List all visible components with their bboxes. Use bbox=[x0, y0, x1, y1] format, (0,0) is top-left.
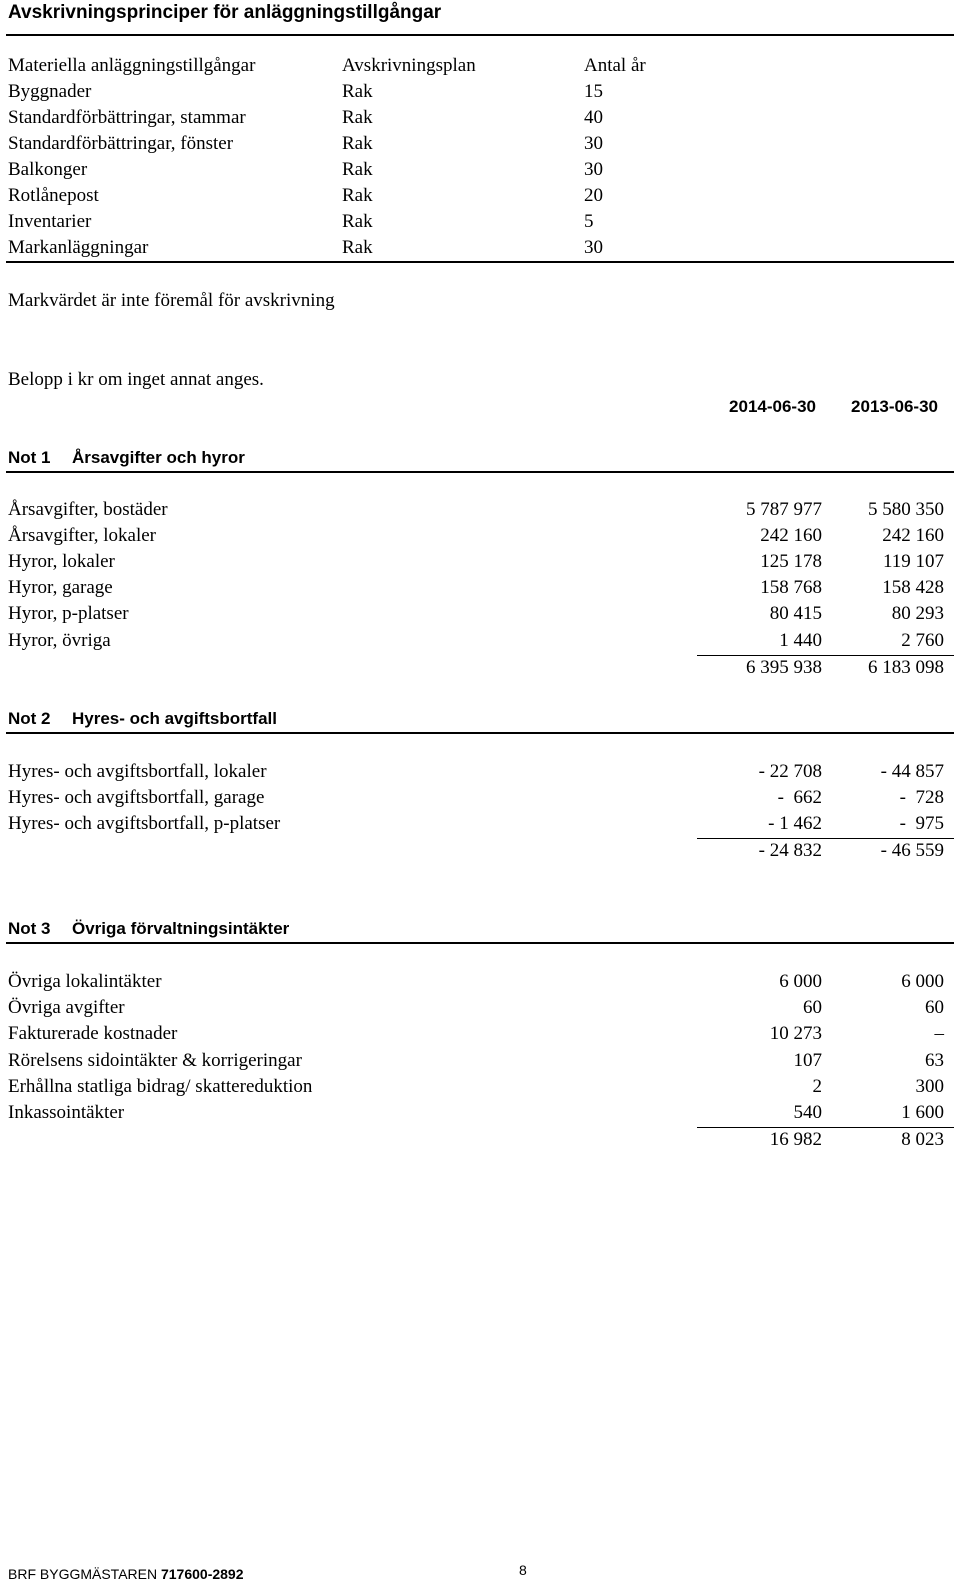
depreciation-years: 5 bbox=[584, 211, 594, 232]
total-value-current: 16 982 bbox=[769, 1129, 822, 1150]
depreciation-plan: Rak bbox=[342, 185, 373, 206]
depreciation-plan: Rak bbox=[342, 107, 373, 128]
row-value-previous: 80 293 bbox=[891, 603, 944, 624]
row-value-previous: 300 bbox=[915, 1076, 944, 1097]
depreciation-plan: Rak bbox=[342, 81, 373, 102]
row-value-current: 60 bbox=[803, 997, 822, 1018]
row-value-previous: - 728 bbox=[899, 787, 944, 808]
row-value-current: 80 415 bbox=[769, 603, 822, 624]
asset-name: Balkonger bbox=[8, 159, 88, 180]
row-value-current: 540 bbox=[793, 1102, 822, 1123]
note-number: Not 1 bbox=[8, 448, 51, 467]
row-label: Årsavgifter, lokaler bbox=[8, 525, 157, 546]
note-3-total-row bbox=[8, 1127, 958, 1153]
row-value-current: 125 178 bbox=[760, 551, 822, 572]
depreciation-years: 20 bbox=[584, 185, 603, 206]
row-label: Hyror, p-platser bbox=[8, 603, 129, 624]
row-value-current: 158 768 bbox=[760, 577, 822, 598]
row-label: Hyror, lokaler bbox=[8, 551, 115, 572]
row-label: Fakturerade kostnader bbox=[8, 1023, 178, 1044]
note-2-total-row bbox=[8, 838, 958, 864]
asset-name: Rotlånepost bbox=[8, 185, 99, 206]
row-value-previous: 158 428 bbox=[882, 577, 944, 598]
total-value-current: - 24 832 bbox=[758, 840, 822, 861]
note-3-row bbox=[8, 1048, 958, 1074]
row-value-current: 10 273 bbox=[769, 1023, 822, 1044]
row-value-previous: 1 600 bbox=[901, 1102, 944, 1123]
note-3-row bbox=[8, 969, 958, 995]
row-label: Erhållna statliga bidrag/ skattereduktion bbox=[8, 1076, 313, 1097]
row-value-previous: 63 bbox=[925, 1050, 944, 1071]
note-1-row bbox=[8, 628, 958, 654]
land-value-note: Markvärdet är inte föremål för avskrivning bbox=[8, 290, 335, 311]
depreciation-years: 30 bbox=[584, 159, 603, 180]
asset-name: Standardförbättringar, stammar bbox=[8, 107, 246, 128]
row-value-previous: - 975 bbox=[899, 813, 944, 834]
note-3-row bbox=[8, 1074, 958, 1100]
depreciation-header-asset: Materiella anläggningstillgångar bbox=[8, 55, 256, 76]
note-1-row bbox=[8, 523, 958, 549]
row-value-previous: – bbox=[934, 1023, 944, 1044]
total-value-previous: - 46 559 bbox=[880, 840, 944, 861]
total-value-current: 6 395 938 bbox=[746, 657, 822, 678]
note-1-row bbox=[8, 601, 958, 627]
row-label: Inkassointäkter bbox=[8, 1102, 125, 1123]
row-value-current: 2 bbox=[812, 1076, 822, 1097]
row-value-previous: - 44 857 bbox=[880, 761, 944, 782]
note-title: Hyres- och avgiftsbortfall bbox=[72, 709, 277, 728]
depreciation-years: 30 bbox=[584, 133, 603, 154]
row-value-previous: 5 580 350 bbox=[868, 499, 944, 520]
row-label: Övriga avgifter bbox=[8, 997, 125, 1018]
note-1-rule bbox=[6, 471, 954, 473]
row-value-previous: 2 760 bbox=[901, 630, 944, 651]
depreciation-row bbox=[8, 183, 728, 209]
page-title: Avskrivningsprinciper för anläggningstillgångar bbox=[8, 2, 442, 23]
depreciation-header-row bbox=[8, 53, 728, 79]
asset-name: Byggnader bbox=[8, 81, 92, 102]
note-number: Not 3 bbox=[8, 919, 51, 938]
depreciation-table-rule bbox=[6, 261, 954, 263]
depreciation-row bbox=[8, 209, 728, 235]
footer-org-name: BRF BYGGMÄSTAREN bbox=[8, 1566, 158, 1582]
note-1-row bbox=[8, 497, 958, 523]
row-label: Hyres- och avgiftsbortfall, p-platser bbox=[8, 813, 281, 834]
note-2-row bbox=[8, 759, 958, 785]
asset-name: Standardförbättringar, fönster bbox=[8, 133, 234, 154]
depreciation-row bbox=[8, 131, 728, 157]
row-label: Hyres- och avgiftsbortfall, garage bbox=[8, 787, 265, 808]
row-value-current: 6 000 bbox=[779, 971, 822, 992]
note-3-row bbox=[8, 1021, 958, 1047]
note-2-row bbox=[8, 785, 958, 811]
depreciation-plan: Rak bbox=[342, 159, 373, 180]
depreciation-plan: Rak bbox=[342, 237, 373, 258]
row-label: Hyror, garage bbox=[8, 577, 113, 598]
row-value-current: - 1 462 bbox=[768, 813, 822, 834]
depreciation-row bbox=[8, 235, 728, 261]
row-value-current: 242 160 bbox=[760, 525, 822, 546]
footer-organization bbox=[8, 1566, 244, 1582]
row-value-previous: 60 bbox=[925, 997, 944, 1018]
note-2-rule bbox=[6, 732, 954, 734]
row-label: Övriga lokalintäkter bbox=[8, 971, 162, 992]
page-number: 8 bbox=[519, 1562, 527, 1578]
title-rule bbox=[6, 34, 954, 36]
row-value-previous: 119 107 bbox=[882, 551, 944, 572]
depreciation-plan: Rak bbox=[342, 211, 373, 232]
asset-name: Markanläggningar bbox=[8, 237, 149, 258]
note-3-rule bbox=[6, 942, 954, 944]
amounts-note: Belopp i kr om inget annat anges. bbox=[8, 369, 264, 390]
depreciation-years: 40 bbox=[584, 107, 603, 128]
note-1-row bbox=[8, 575, 958, 601]
note-3-row bbox=[8, 1100, 958, 1126]
date-header-current: 2014-06-30 bbox=[729, 397, 816, 416]
date-header-previous: 2013-06-30 bbox=[851, 397, 938, 416]
depreciation-plan: Rak bbox=[342, 133, 373, 154]
row-label: Rörelsens sidointäkter & korrigeringar bbox=[8, 1050, 302, 1071]
depreciation-row bbox=[8, 105, 728, 131]
note-1-total-row bbox=[8, 655, 958, 681]
row-value-current: 5 787 977 bbox=[746, 499, 822, 520]
depreciation-years: 30 bbox=[584, 237, 603, 258]
note-number: Not 2 bbox=[8, 709, 51, 728]
row-label: Årsavgifter, bostäder bbox=[8, 499, 168, 520]
row-value-previous: 6 000 bbox=[901, 971, 944, 992]
row-label: Hyres- och avgiftsbortfall, lokaler bbox=[8, 761, 267, 782]
depreciation-row bbox=[8, 79, 728, 105]
asset-name: Inventarier bbox=[8, 211, 92, 232]
footer-org-number: 717600-2892 bbox=[160, 1566, 244, 1582]
note-1-row bbox=[8, 549, 958, 575]
note-3-row bbox=[8, 995, 958, 1021]
note-2-row bbox=[8, 811, 958, 837]
depreciation-header-plan: Avskrivningsplan bbox=[342, 55, 476, 76]
depreciation-row bbox=[8, 157, 728, 183]
row-value-current: - 662 bbox=[777, 787, 822, 808]
total-value-previous: 8 023 bbox=[901, 1129, 944, 1150]
row-value-current: 1 440 bbox=[779, 630, 822, 651]
row-value-previous: 242 160 bbox=[882, 525, 944, 546]
row-value-current: - 22 708 bbox=[758, 761, 822, 782]
note-title: Årsavgifter och hyror bbox=[72, 448, 245, 467]
row-value-current: 107 bbox=[793, 1050, 822, 1071]
note-title: Övriga förvaltningsintäkter bbox=[72, 919, 290, 938]
total-value-previous: 6 183 098 bbox=[868, 657, 944, 678]
depreciation-years: 15 bbox=[584, 81, 603, 102]
depreciation-header-years: Antal år bbox=[584, 55, 646, 76]
row-label: Hyror, övriga bbox=[8, 630, 111, 651]
